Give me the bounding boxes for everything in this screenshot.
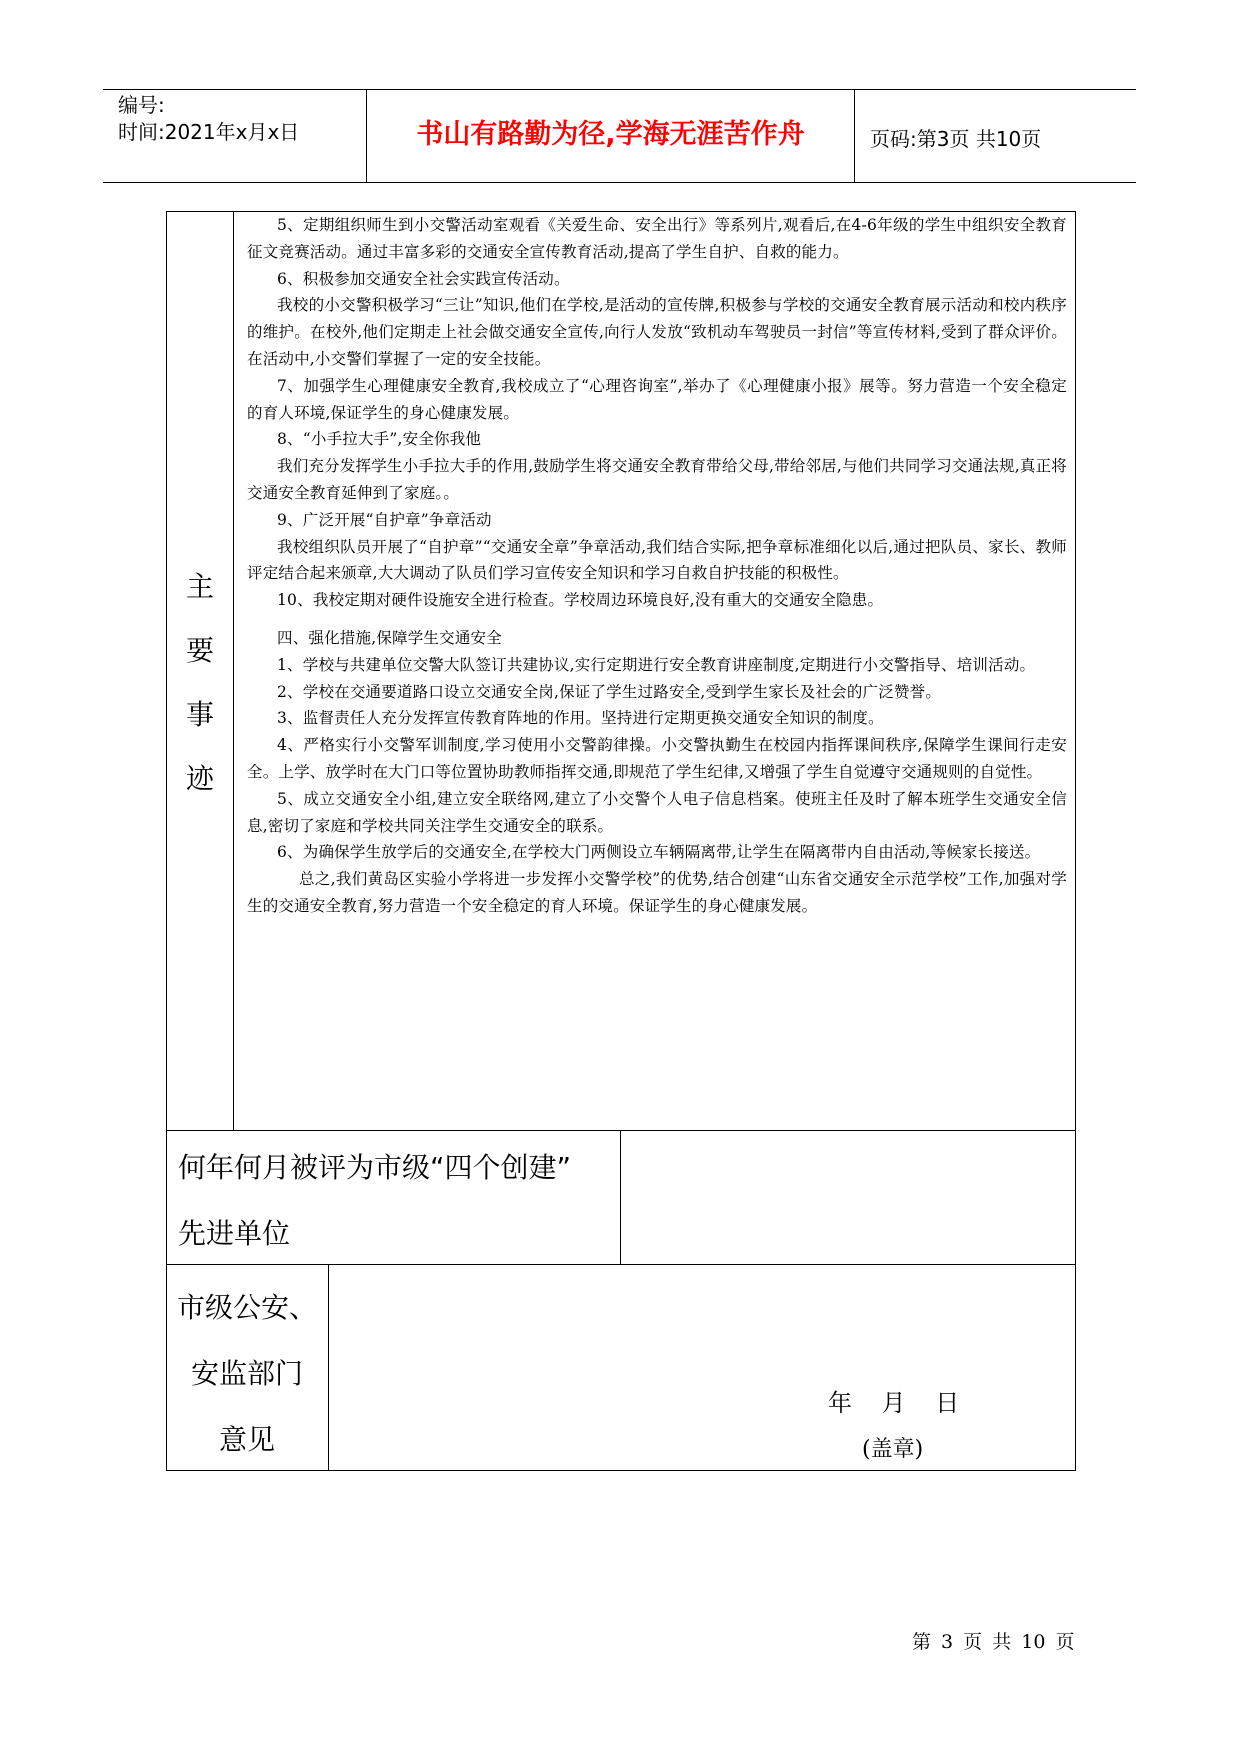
advanced-unit-label bbox=[178, 1135, 618, 1267]
paragraph: 我校的小交警积极学习“三让”知识,他们在学校,是活动的宣传牌,积极参与学校的交通安全教育展示活动和校内秩序的维护。在校外,他们定期走上社会做交通安全宣传,向行人发放“致机动车驾驶员一封信”等宣传材料,受到了群众评价。在活动中,小交警们掌握了一定的安全技能。 bbox=[247, 296, 1067, 368]
paragraph: 我们充分发挥学生小手拉大手的作用,鼓励学生将交通安全教育带给父母,带给邻居,与他们共同学习交通法规,真正将交通安全教育延伸到了家庭。。 bbox=[247, 457, 1067, 502]
opinion-label-line: 市级公安、 bbox=[176, 1291, 317, 1324]
row1-bottom-border bbox=[166, 1130, 1076, 1131]
paragraph: 9、广泛开展“自护章”争章活动 bbox=[277, 510, 492, 529]
side-label-char: 事 bbox=[185, 698, 214, 731]
header-divider-left bbox=[366, 89, 367, 183]
paragraph: 10、我校定期对硬件设施安全进行检查。学校周边环境良好,没有重大的交通安全隐患。 bbox=[277, 591, 884, 610]
paragraph: 8、“小手拉大手”,安全你我他 bbox=[277, 430, 482, 449]
paragraph: 我校组织队员开展了“自护章”“交通安全章”争章活动,我们结合实际,把争章标准细化以后,通过把队员、家长、教师评定结合起来颁章,大大调动了队员们学习宣传安全知识和学习自救自护技能的积极性。 bbox=[247, 537, 1067, 583]
page-footer: 第 3 页 共 10 页 bbox=[912, 1631, 1075, 1653]
header-meta bbox=[118, 92, 299, 146]
opinion-label-line: 安监部门 bbox=[190, 1357, 303, 1390]
paragraph: 6、积极参加交通安全社会实践宣传活动。 bbox=[277, 269, 570, 288]
paragraph: 2、学校在交通要道路口设立交通安全岗,保证了学生过路安全,受到学生家长及社会的广泛赞誉。 bbox=[277, 682, 942, 701]
side-label-char: 迹 bbox=[185, 762, 214, 795]
row3-column-divider bbox=[328, 1264, 329, 1471]
main-deeds-content bbox=[247, 212, 1067, 920]
department-opinion-label bbox=[166, 1275, 328, 1473]
header-top-rule bbox=[103, 89, 1136, 90]
header-motto: 书山有路勤为径,学海无涯苦作舟 bbox=[416, 119, 805, 150]
doc-time-label: 时间:2021年x月x日 bbox=[118, 120, 300, 144]
main-deeds-label bbox=[166, 555, 234, 811]
header-page-code: 页码:第3页 共10页 bbox=[870, 127, 1042, 151]
paragraph: 1、学校与共建单位交警大队签订共建协议,实行定期进行安全教育讲座制度,定期进行小交警指导、培训活动。 bbox=[277, 655, 1036, 674]
row2-column-divider bbox=[620, 1130, 621, 1264]
paragraph: 4、严格实行小交警军训制度,学习使用小交警韵律操。小交警执勤生在校园内指挥课间秩序,保障学生课间行走安全。上学、放学时在大门口等位置协助教师指挥交通,即规范了学生纪律,又增强了学生自觉遵守交通规则的自觉性。 bbox=[247, 736, 1067, 781]
side-label-char: 要 bbox=[185, 634, 214, 667]
paragraph: 6、为确保学生放学后的交通安全,在学校大门两侧设立车辆隔离带,让学生在隔离带内自由活动,等候家长接送。 bbox=[277, 843, 1041, 862]
header-divider-right bbox=[854, 89, 855, 183]
date-field: 年 月 日 bbox=[828, 1389, 960, 1417]
advanced-unit-label-line1: 何年何月被评为市级“四个创建” bbox=[178, 1151, 572, 1184]
side-label-char: 主 bbox=[185, 570, 214, 603]
header-bottom-rule bbox=[103, 182, 1136, 183]
opinion-label-line: 意见 bbox=[218, 1423, 275, 1456]
paragraph: 5、成立交通安全小组,建立安全联络网,建立了小交警个人电子信息档案。使班主任及时了解本班学生交通安全信息,密切了家庭和学校共同关注学生交通安全的联系。 bbox=[247, 789, 1067, 835]
paragraph: 总之,我们黄岛区实验小学将进一步发挥小交警学校”的优势,结合创建“山东省交通安全示范学校”工作,加强对学生的交通安全教育,努力营造一个安全稳定的育人环境。保证学生的身心健康发展。 bbox=[247, 870, 1067, 915]
seal-note: (盖章) bbox=[862, 1437, 924, 1462]
section-heading: 四、强化措施,保障学生交通安全 bbox=[277, 628, 502, 647]
paragraph: 3、监督责任人充分发挥宣传教育阵地的作用。坚持进行定期更换交通安全知识的制度。 bbox=[277, 709, 884, 728]
advanced-unit-label-line2: 先进单位 bbox=[178, 1217, 291, 1250]
doc-number-label: 编号: bbox=[118, 93, 165, 117]
paragraph: 5、定期组织师生到小交警活动室观看《关爱生命、安全出行》等系列片,观看后,在4-6年级的学生中组织安全教育征文竞赛活动。通过丰富多彩的交通安全宣传教育活动,提高了学生自护、自救的能力。 bbox=[247, 216, 1067, 261]
paragraph: 7、加强学生心理健康安全教育,我校成立了“心理咨询室”,举办了《心理健康小报》展等。努力营造一个安全稳定的育人环境,保证学生的身心健康发展。 bbox=[247, 376, 1067, 422]
